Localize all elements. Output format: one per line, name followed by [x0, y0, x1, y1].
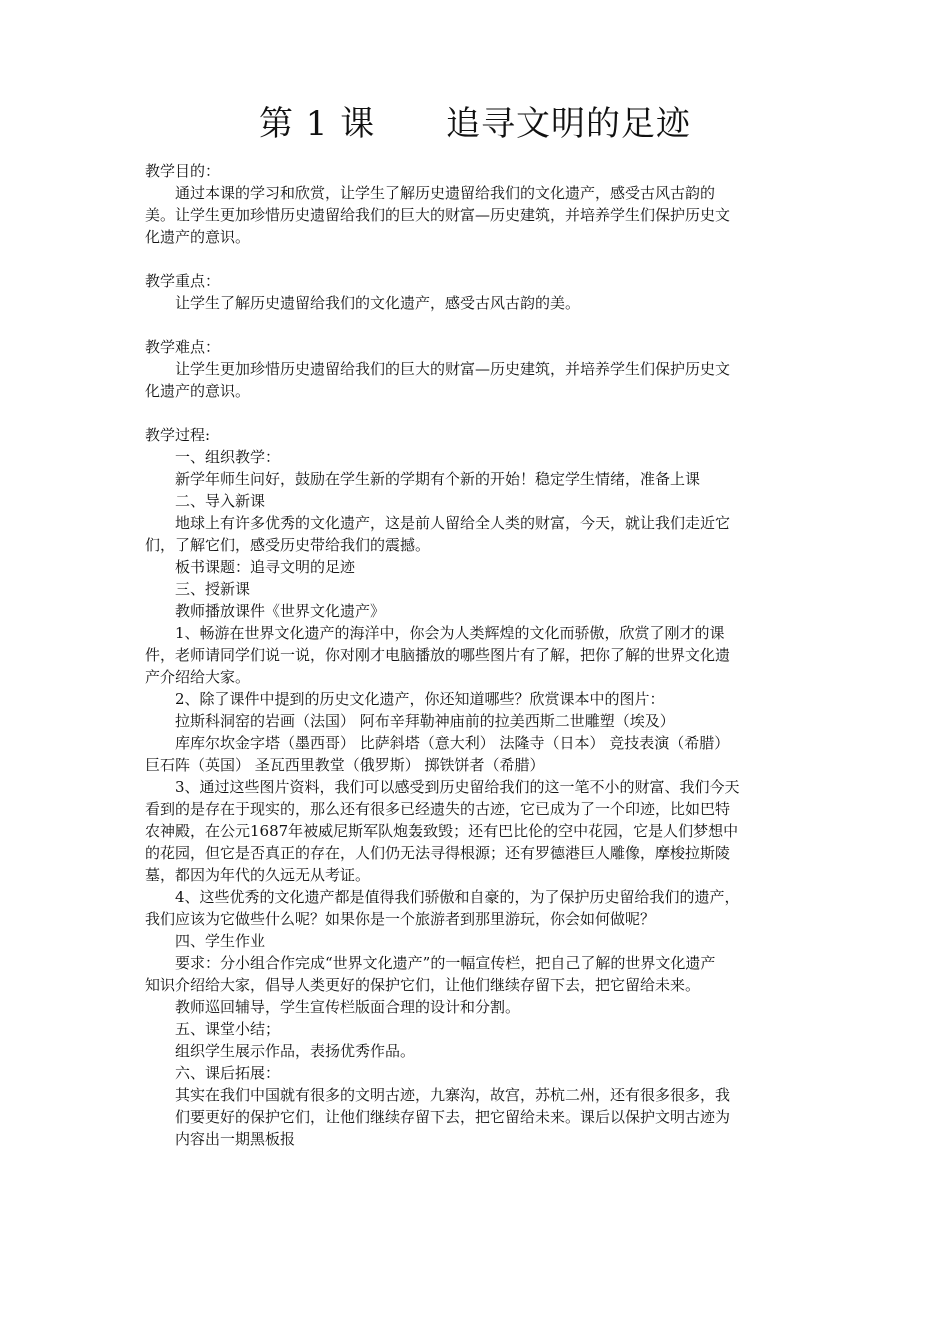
text-line: 2、除了课件中提到的历史文化遗产，你还知道哪些？欣赏课本中的图片：	[175, 690, 665, 708]
text-line: 教师播放课件《世界文化遗产》	[175, 602, 386, 620]
text-line: 三、授新课	[175, 580, 251, 598]
text-line: 要求：分小组合作完成“世界文化遗产”的一幅宣传栏，把自己了解的世界文化遗产	[175, 954, 716, 972]
text-line: 教学过程:	[145, 426, 211, 444]
text-line: 化遗产的意识。	[145, 228, 251, 246]
text-line: 教学难点：	[145, 338, 221, 356]
text-line: 4、这些优秀的文化遗产都是值得我们骄傲和自豪的，为了保护历史留给我们的遗产，	[175, 888, 740, 906]
text-line: 地球上有许多优秀的文化遗产，这是前人留给全人类的财富，今天，就让我们走近它	[175, 514, 731, 532]
text-line: 化遗产的意识。	[145, 382, 251, 400]
text-line: 们，了解它们，感受历史带给我们的震撼。	[145, 536, 431, 554]
text-line: 巨石阵（英国） 圣瓦西里教堂（俄罗斯） 掷铁饼者（希腊）	[145, 756, 545, 774]
text-line: 教师巡回辅导，学生宣传栏版面合理的设计和分割。	[175, 998, 521, 1016]
text-line: 我们应该为它做些什么呢？如果你是一个旅游者到那里游玩，你会如何做呢？	[145, 910, 656, 928]
blank-line	[145, 402, 810, 424]
text-line: 3、通过这些图片资料，我们可以感受到历史留给我们的这一笔不小的财富、我们今天	[175, 778, 740, 796]
text-line: 拉斯科洞窑的岩画（法国） 阿布辛拜勒神庙前的拉美西斯二世雕塑（埃及）	[175, 712, 675, 730]
text-line: 组织学生展示作品，表扬优秀作品。	[175, 1042, 416, 1060]
blank-line	[145, 314, 810, 336]
text-line: 1、畅游在世界文化遗产的海洋中，你会为人类辉煌的文化而骄傲，欣赏了刚才的课	[175, 624, 725, 642]
text-line: 的花园，但它是否真正的存在，人们仍无法寻得根源；还有罗德港巨人雕像，摩梭拉斯陵	[145, 844, 731, 862]
lesson-body	[145, 160, 810, 1150]
text-line: 墓，都因为年代的久远无从考证。	[145, 866, 371, 884]
text-line: 其实在我们中国就有很多的文明古迹，九寨沟，故宫，苏杭二州，还有很多很多，我	[175, 1086, 731, 1104]
text-line: 美。让学生更加珍惜历史遗留给我们的巨大的财富—历史建筑，并培养学生们保护历史文	[145, 206, 731, 224]
text-line: 件，老师请同学们说一说，你对刚才电脑播放的哪些图片有了解，把你了解的世界文化遗	[145, 646, 731, 664]
text-line: 教学目的：	[145, 162, 221, 180]
text-line: 产介绍给大家。	[145, 668, 251, 686]
text-line: 五、课堂小结；	[175, 1020, 281, 1038]
text-line: 看到的是存在于现实的，那么还有很多已经遗失的古迹，它已成为了一个印迹，比如巴特	[145, 800, 731, 818]
text-line: 农神殿，在公元1687年被威尼斯军队炮轰致毁；还有巴比伦的空中花园，它是人们梦想中	[145, 822, 739, 840]
text-line: 四、学生作业	[175, 932, 266, 950]
text-line: 知识介绍给大家，倡导人类更好的保护它们，让他们继续存留下去，把它留给未来。	[145, 976, 701, 994]
text-line: 们要更好的保护它们，让他们继续存留下去，把它留给未来。课后以保护文明古迹为	[175, 1108, 731, 1126]
text-line: 让学生更加珍惜历史遗留给我们的巨大的财富—历史建筑，并培养学生们保护历史文	[175, 360, 731, 378]
text-line: 板书课题：追寻文明的足迹	[175, 558, 356, 576]
blank-line	[145, 248, 810, 270]
text-line: 二、导入新课	[175, 492, 266, 510]
text-line: 内容出一期黑板报	[175, 1130, 296, 1148]
text-line: 通过本课的学习和欣赏，让学生了解历史遗留给我们的文化遗产，感受古风古韵的	[175, 184, 716, 202]
text-line: 让学生了解历史遗留给我们的文化遗产，感受古风古韵的美。	[175, 294, 581, 312]
text-line: 库库尔坎金字塔（墨西哥） 比萨斜塔（意大利） 法隆寺（日本） 竞技表演（希腊）	[175, 734, 730, 752]
text-line: 六、课后拓展：	[175, 1064, 281, 1082]
lesson-title: 第 1 课 追寻文明的足迹	[258, 104, 692, 144]
text-line: 教学重点：	[145, 272, 221, 290]
text-line: 新学年师生问好，鼓励在学生新的学期有个新的开始！稳定学生情绪，准备上课	[175, 470, 701, 488]
text-line: 一、组织教学：	[175, 448, 281, 466]
